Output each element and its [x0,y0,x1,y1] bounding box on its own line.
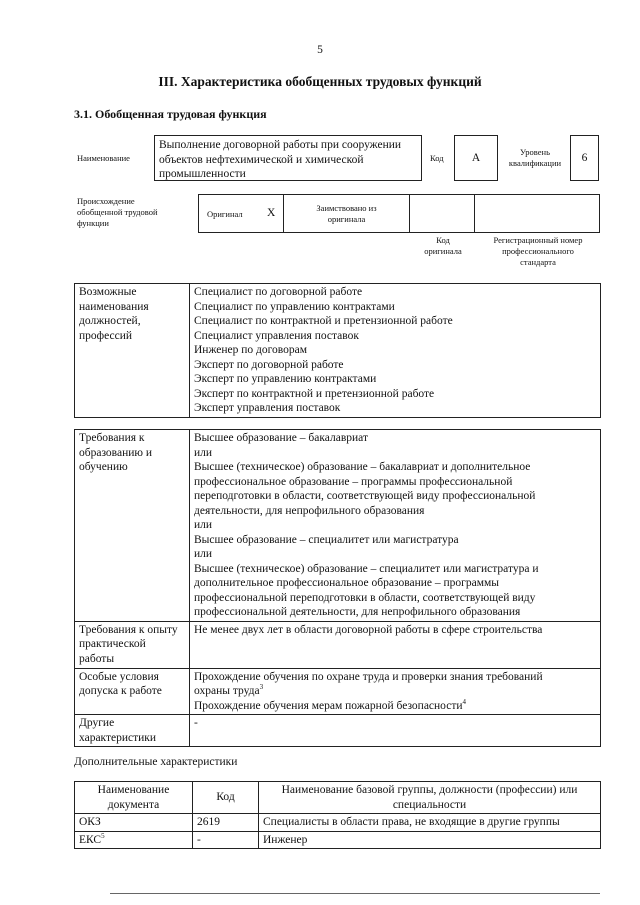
footnote-ref: 3 [259,683,264,692]
borrowed-label: Заимствовано из оригинала [316,203,377,224]
list-item: Специалист по контрактной и претензионной работе [194,315,453,327]
positions-list [190,284,601,418]
caption-code: Код оригинала [424,235,462,256]
col-header-code: Код [193,782,259,814]
function-name-box [154,135,422,181]
origin-label: Происхождение обобщенной трудовой функции [77,196,158,228]
code-value: A [454,135,498,181]
list-item: Специалист по договорной работе [194,286,363,298]
additional-heading: Дополнительные характеристики [74,756,238,768]
positions-label: Возможные наименования должностей, профессий [75,284,190,418]
list-item: Эксперт по контрактной и претензионной работе [194,387,435,400]
divider [474,195,475,232]
positions-table [74,283,601,418]
level-label: Уровень квалификации [508,147,562,168]
other-label: Другие характеристики [75,715,190,747]
code-label: Код [430,153,444,163]
list-item: Эксперт по управлению контрактами [194,373,377,385]
additional-table [74,781,601,849]
admission-label: Особые условия допуска к работе [75,668,190,715]
caption-reg-number: Регистрационный номер профессионального стандарта [493,235,583,267]
requirements-table [74,429,601,747]
origin-box [198,194,600,233]
experience-label: Требования к опыту практической работы [75,621,190,668]
original-mark: X [267,207,276,219]
list-item: Эксперт управления поставок [194,402,341,414]
col-header-name: Наименование базовой группы, должности (профессии) или специальности [259,782,601,814]
list-item: Специалист управления поставок [194,329,359,342]
function-heading: 3.1. Обобщенная трудовая функция [74,107,267,121]
list-item: Специалист по управлению контрактами [194,300,395,313]
function-name-line: объектов нефтехимической и химической [159,153,364,166]
level-value: 6 [570,135,599,181]
education-label: Требования к образованию и обучению [75,430,190,622]
experience-value: Не менее двух лет в области договорной работы в сфере строительства [190,621,601,668]
footnote-ref: 5 [101,831,105,840]
footnote-ref: 4 [462,697,467,706]
section-title: III. Характеристика обобщенных трудовых функций [158,74,482,89]
list-item: Эксперт по договорной работе [194,358,344,371]
other-value: - [190,715,601,747]
name-label: Наименование [77,153,130,163]
footnote-separator [110,893,600,894]
original-label: Оригинал [207,209,243,219]
admission-text: Прохождение обучения по охране труда и проверки знания требований охраны труда$^3$ Прохождение обучения мерам пожарной безопасности$^4$ [190,668,601,715]
education-text: Высшее образование – бакалавриат или Высшее (техническое) образование – бакалавриат и дополнительное профессиональное образование – программы профессиональной переподготовки в области, соответствующей виду профессиональной деятельности, для непрофильного образования или Высшее образование – специалитет или магистратура или Высшее (техническое) образование – специалитет или магистратура и дополнительное профессиональное образование – программы профессиональной переподготовки в области, соответствующей виду профессиональной деятельности, для непрофильного образования [190,430,601,622]
page-number: 5 [317,44,323,56]
divider [409,195,410,232]
list-item: Инженер по договорам [194,344,308,356]
function-name-line: Выполнение договорной работы при сооружении [159,139,402,151]
table-row: ЕКС$^5$ - Инженер [75,831,601,849]
function-name-line: промышленности [159,168,246,180]
col-header-document: Наименование документа [75,782,193,814]
table-row: ОКЗ 2619 Специалисты в области права, не входящие в другие группы [75,814,601,832]
